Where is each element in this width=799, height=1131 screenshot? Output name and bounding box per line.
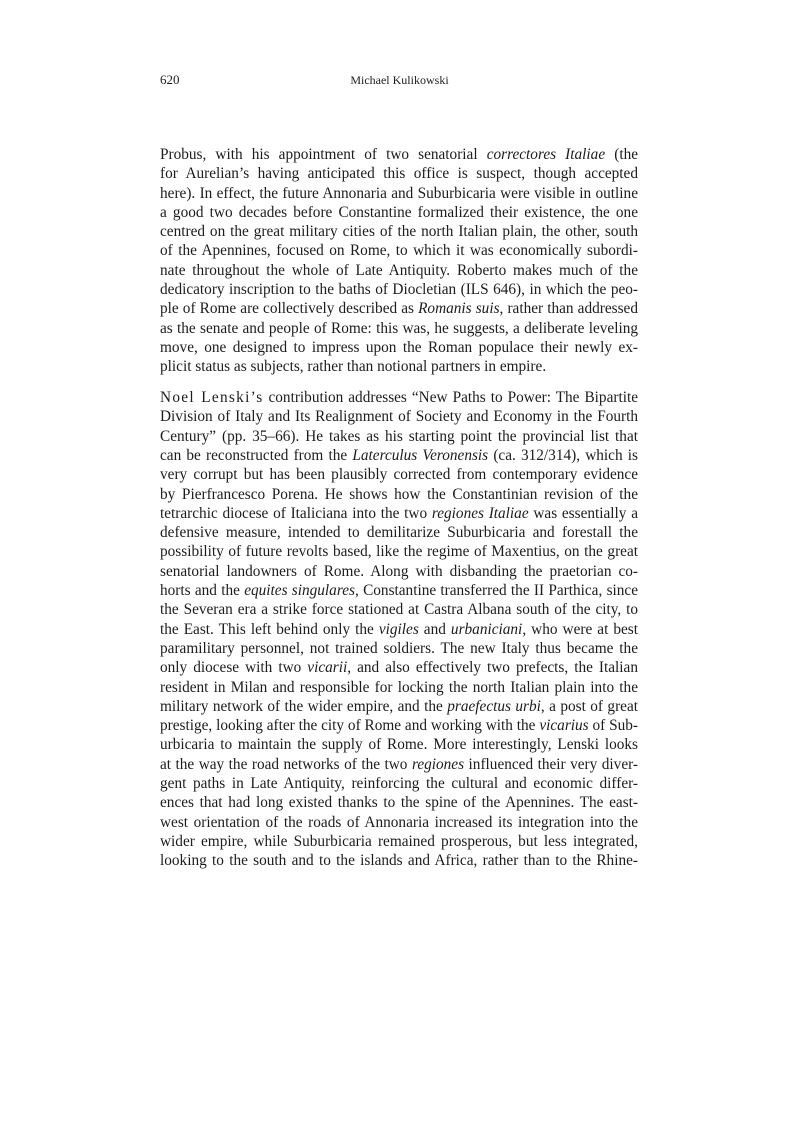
text-line [160, 446, 638, 465]
text-line [160, 485, 638, 504]
text-line [160, 145, 638, 164]
text-segment: tetrarchic diocese of Italiciana into the two [160, 504, 432, 522]
text-line [160, 203, 638, 222]
text-line [160, 184, 638, 203]
author-name: Noel Lenski’s [160, 389, 264, 407]
italic-text: vicarius [539, 717, 589, 735]
text-line [160, 562, 638, 581]
text-segment: at the way the road networks of the two [160, 755, 412, 773]
italic-text: regiones [411, 755, 465, 773]
italic-text: regiones Italiae [431, 504, 529, 522]
text-line [160, 319, 638, 338]
text-line [160, 774, 638, 793]
text-line [160, 299, 638, 318]
text-segment: Division of Italy and Its Realignment of Society and Economy in the Fourth [160, 408, 638, 426]
text-segment: , a post of great [540, 697, 638, 715]
text-segment: , who were at best [522, 620, 638, 638]
text-segment: and [418, 620, 451, 638]
text-segment: ences that had long existed thanks to the spine of the Apennines. The east- [160, 794, 638, 812]
text-segment: of Sub- [588, 717, 638, 735]
text-segment: (the [614, 146, 638, 163]
italic-text: praefectus urbi [447, 697, 541, 715]
text-line [160, 735, 638, 754]
text-segment: , Constantine transferred the II Parthica, since [354, 582, 638, 600]
text-line [160, 523, 638, 542]
text-segment: centred on the great military cities of the north Italian plain, the other, south [160, 223, 638, 241]
text-line [160, 222, 638, 241]
text-segment: defensive measure, intended to demilitarize Suburbicaria and forestall the [160, 524, 638, 542]
text-line [160, 407, 638, 426]
text-segment: , and also effectively two prefects, the Italian [347, 659, 638, 677]
text-segment: plicit status as subjects, rather than notional partners in empire. [160, 358, 547, 376]
italic-text: Laterculus Veronensis [352, 446, 489, 464]
text-segment: Century” (pp. 35–66). He takes as his starting point the provincial list that [160, 427, 638, 445]
text-line [160, 600, 638, 619]
text-line [160, 280, 638, 299]
italic-text: equites singulares [244, 582, 355, 600]
text-segment: can be reconstructed from the [160, 446, 353, 464]
text-segment: was essentially a [528, 504, 638, 522]
text-segment: a good two decades before Constantine formalized their existence, the one [160, 203, 638, 221]
text-segment: move, one designed to impress upon the Roman populace their newly ex- [160, 338, 638, 356]
text-line [160, 716, 638, 735]
text-line [160, 357, 638, 376]
text-segment: prestige, looking after the city of Rome and working with the [160, 717, 540, 735]
text-segment: resident in Milan and responsible for locking the north Italian plain into the [160, 678, 638, 696]
text-segment: very corrupt but has been plausibly corrected from contemporary evidence [160, 466, 638, 484]
text-segment: by Pierfrancesco Porena. He shows how the Constantinian revision of the [160, 485, 638, 503]
running-head: Michael Kulikowski [350, 73, 449, 87]
text-segment: senatorial landowners of Rome. Along with disbanding the praetorian co- [160, 562, 638, 580]
paragraph [160, 145, 638, 377]
text-line [160, 755, 638, 774]
text-segment: as the senate and people of Rome: this was, he suggests, a deliberate leveling [160, 319, 638, 337]
italic-text: vigiles [378, 620, 419, 638]
text-line [160, 813, 638, 832]
text-segment: Probus, with his appointment of two senatorial [160, 146, 487, 163]
italic-text: urbaniciani [450, 620, 523, 638]
paragraph [160, 388, 638, 870]
text-segment: here). In effect, the future Annonaria and Suburbicaria were visible in outline [160, 184, 638, 202]
text-segment: nate throughout the whole of Late Antiquity. Roberto makes much of the [160, 261, 638, 279]
text-line [160, 241, 638, 260]
text-line [160, 639, 638, 658]
text-segment: ple of Rome are collectively described as [160, 300, 419, 318]
text-segment: (ca. 312/314), which is [488, 446, 638, 464]
text-segment: paramilitary personnel, not trained soldiers. The new Italy thus became the [160, 639, 638, 657]
text-line [160, 261, 638, 280]
text-line [160, 851, 638, 870]
text-segment: west orientation of the roads of Annonaria increased its integration into the [160, 813, 638, 831]
page-number: 620 [160, 72, 180, 87]
text-line [160, 620, 638, 639]
italic-text: Romanis suis [418, 300, 500, 318]
text-segment: urbicaria to maintain the supply of Rome. More interestingly, Lenski looks [160, 736, 638, 754]
italic-text: vicarii [307, 659, 348, 677]
text-line [160, 338, 638, 357]
text-segment: influenced their very diver- [464, 755, 638, 773]
text-line [160, 581, 638, 600]
text-line [160, 697, 638, 716]
text-segment: gent paths in Late Antiquity, reinforcing the cultural and economic differ- [160, 775, 638, 792]
text-line [160, 164, 638, 183]
text-segment: looking to the south and to the islands and Africa, rather than to the Rhine- [160, 852, 638, 870]
text-line [160, 678, 638, 697]
text-segment: of the Apennines, focused on Rome, to which it was economically subordi- [160, 242, 638, 260]
text-segment: only diocese with two [160, 659, 308, 677]
text-segment: contribution addresses “New Paths to Power: The Bipartite [263, 389, 638, 407]
text-line [160, 465, 638, 484]
text-segment: the Severan era a strike force stationed at Castra Albana south of the city, to [160, 601, 638, 619]
text-line [160, 658, 638, 677]
text-segment: horts and the [160, 582, 245, 600]
body-text [160, 145, 638, 882]
italic-text: correctores Italiae [486, 146, 606, 163]
text-line [160, 542, 638, 561]
text-line [160, 388, 638, 407]
text-line [160, 832, 638, 851]
text-segment: military network of the wider empire, and the [160, 697, 448, 715]
text-segment: wider empire, while Suburbicaria remained prosperous, but less integrated, [160, 832, 638, 850]
text-segment: for Aurelian’s having anticipated this office is suspect, though accepted [160, 165, 638, 183]
text-line [160, 793, 638, 812]
text-line [160, 504, 638, 523]
text-segment: possibility of future revolts based, like the regime of Maxentius, on the great [160, 543, 638, 561]
text-segment: the East. This left behind only the [160, 620, 379, 638]
text-segment: , rather than addressed [499, 300, 638, 318]
text-line [160, 427, 638, 446]
text-segment: dedicatory inscription to the baths of Diocletian (ILS 646), in which the peo- [160, 281, 638, 299]
